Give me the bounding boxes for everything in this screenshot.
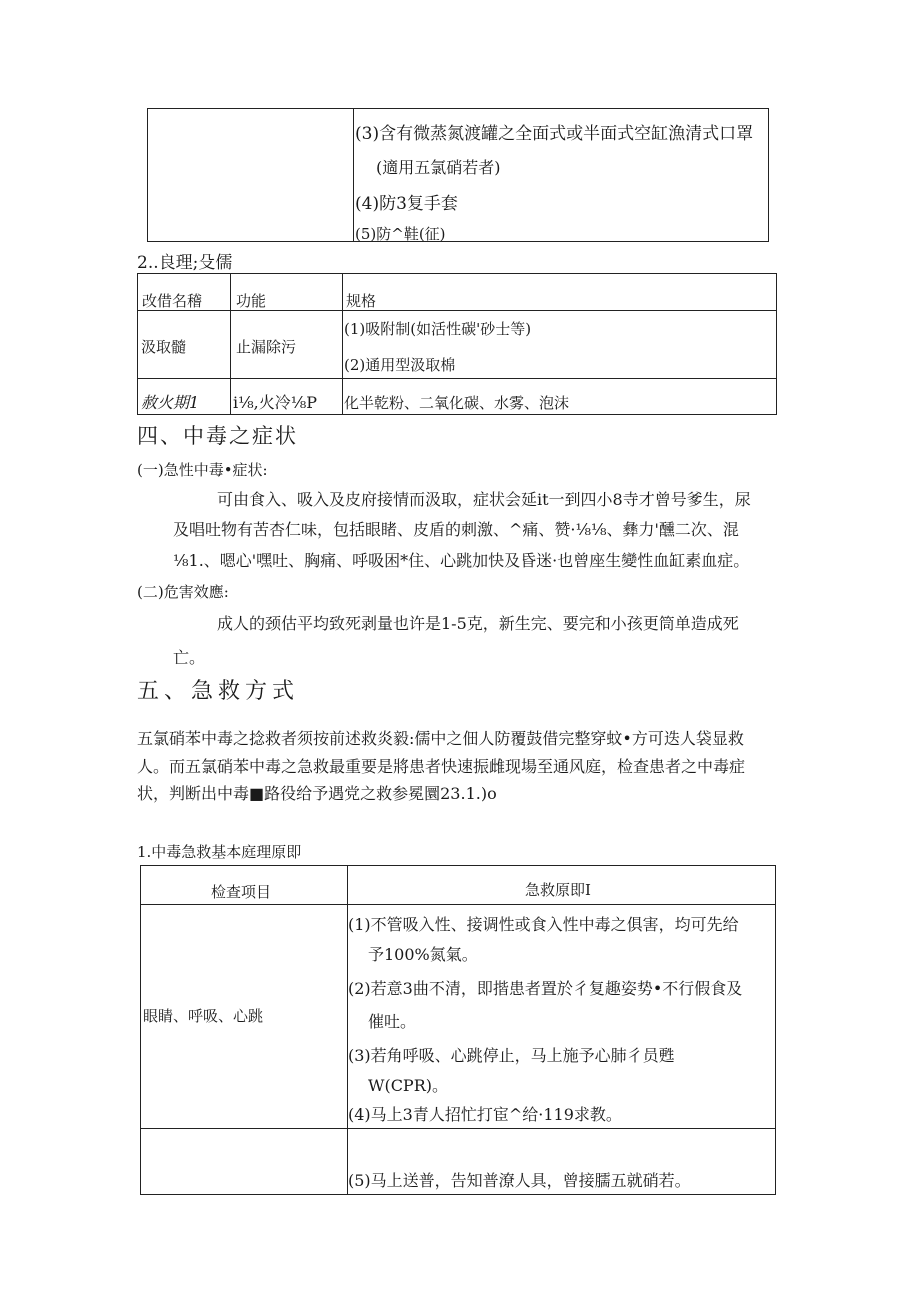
- table-cell: 化半乾粉、二氧化碳、水雾、泡沫: [344, 394, 570, 412]
- table-row-divider: [138, 378, 776, 379]
- table-cell-text: (1)不管吸入性、接调性或食入性中毒之俱害，均可先给: [348, 915, 739, 934]
- table-cell-text: (3)含有微蒸氮渡罐之全面式或半面式空缸漁清式口罩: [355, 124, 754, 144]
- table-column-divider: [353, 109, 354, 241]
- table-cell: 止漏除污: [236, 338, 297, 356]
- table-title: 1.中毒急救基本庭理原即: [137, 843, 302, 861]
- table-column-divider: [342, 274, 343, 414]
- paragraph-line: 亡。: [173, 648, 206, 667]
- table-cell: 汲取髓: [141, 338, 187, 356]
- section-heading: 五、急救方式: [137, 679, 300, 704]
- equipment-table-continued: [147, 108, 769, 242]
- subsection-heading: (二)危害效應:: [137, 583, 229, 601]
- table-cell: i⅛,火冷⅛P: [233, 393, 317, 412]
- table-cell-text: W(CPR)。: [368, 1076, 448, 1095]
- table-cell-text: (5)防^鞋(征): [355, 225, 446, 243]
- paragraph-line: 及唱吐物有苦杏仁味，包括眼睹、皮盾的刺激、^痛、赞·⅛⅛、彝力'醺二次、混: [173, 520, 739, 539]
- table-cell-text: (3)若角呼吸、心跳停止，马上施予心肺彳员甦: [348, 1046, 675, 1065]
- section-heading: 2..良理;殳儒: [137, 253, 233, 273]
- table-cell-text: (2)若意3曲不清，即揩患者置於彳复趣姿势•不行假食及: [348, 979, 743, 998]
- first-aid-principles-table: [140, 865, 776, 1195]
- table-cell: (1)吸附制(如活性碳'砂士等): [344, 320, 532, 338]
- paragraph-line: 五氯硝苯中毒之捻救者须按前述救炎毅:儒中之佃人防覆鼓借完整穿蚊•方可迭人袋显救: [137, 729, 744, 748]
- table-cell: (2)通用型汲取棉: [344, 356, 456, 374]
- table-cell-text: (4)马上3青人招忙打宦^给·119求教。: [348, 1105, 622, 1124]
- section-heading: 四、中毒之症状: [137, 424, 298, 448]
- table-cell-text: (4)防3复手套: [355, 194, 458, 214]
- table-row-divider: [141, 1128, 775, 1129]
- table-row-divider: [138, 310, 776, 311]
- table-cell-text: (5)马上送普，告知普潦人具，曾接臑五就硝若。: [348, 1171, 691, 1190]
- table-header: 规格: [346, 292, 377, 310]
- table-cell-text: (適用五氯硝若者): [376, 158, 501, 177]
- table-cell: 赦火期1: [141, 393, 200, 412]
- paragraph-line: 成人的颈估平均致死剥量也许是1-5克，新生完、要完和小孩更筒单造成死: [217, 614, 739, 633]
- table-header: 急救原即I: [525, 881, 591, 899]
- table-cell-text: 催吐。: [368, 1012, 417, 1031]
- table-header: 功能: [236, 292, 267, 310]
- subsection-heading: (一)急性中毒•症状:: [137, 461, 268, 479]
- paragraph-line: ⅛1.、嗯心'嘿吐、胸痛、呼吸困*住、心跳加快及昏迷·也曾座生變性血缸素血症。: [173, 551, 750, 570]
- table-cell-text: 予100%氮氣。: [368, 945, 478, 964]
- paragraph-line: 可由食入、吸入及皮府接情而汲取，症状会延it一到四小8寺才曾号爹生，尿: [217, 490, 751, 509]
- table-row-divider: [141, 904, 775, 905]
- table-header: 改借名稽: [142, 292, 203, 310]
- cleanup-equipment-table: [137, 273, 777, 415]
- paragraph-line: 状，判断出中毒■路役给予遇党之救参冕圜23.1.)o: [137, 784, 497, 803]
- table-cell: 眼睛、呼吸、心跳: [143, 1007, 264, 1025]
- table-header: 检查项目: [211, 883, 272, 901]
- table-column-divider: [230, 274, 231, 414]
- paragraph-line: 人。而五氯硝苯中毒之急救最重要是將患者快速振雌现場至通风庭，检查患者之中毒症: [137, 757, 746, 776]
